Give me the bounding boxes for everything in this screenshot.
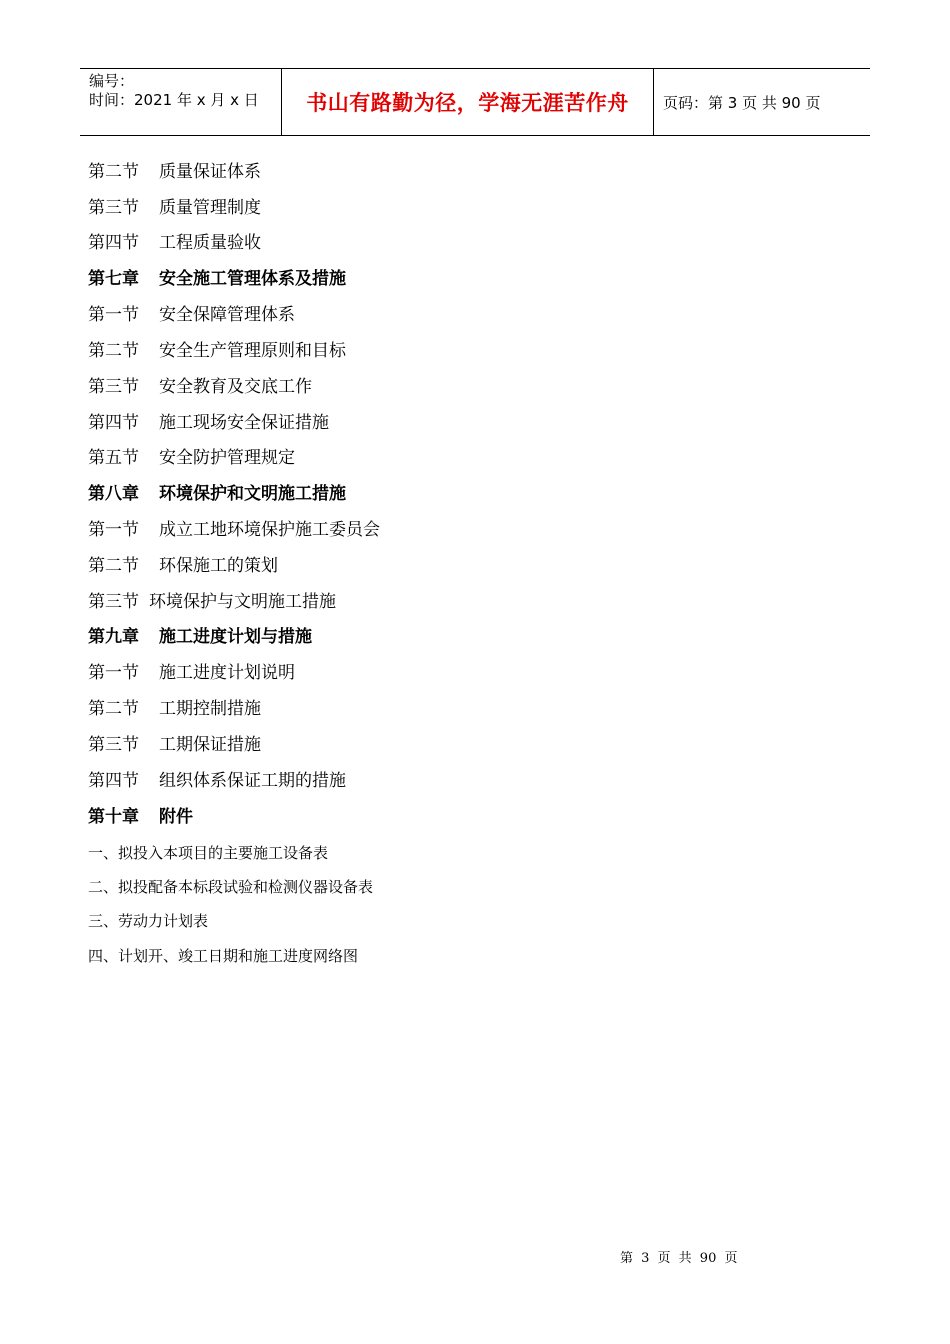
appendix-item: 四、计划开、竣工日期和施工进度网络图 bbox=[88, 947, 359, 965]
document-date: 时间：2021 年 x 月 x 日 bbox=[89, 91, 259, 109]
toc-chapter bbox=[88, 269, 346, 289]
header-page-cell bbox=[654, 69, 870, 135]
toc-entry-title: 工程质量验收 bbox=[159, 233, 261, 253]
toc-entry bbox=[88, 556, 278, 576]
toc-entry bbox=[88, 341, 346, 361]
toc-entry-title: 安全防护管理规定 bbox=[159, 448, 295, 468]
toc-entry-title: 组织体系保证工期的措施 bbox=[159, 771, 346, 791]
toc-entry-title: 安全教育及交底工作 bbox=[159, 377, 312, 397]
toc-entry-number: 第三节 bbox=[88, 198, 139, 218]
toc-entry-title: 成立工地环境保护施工委员会 bbox=[159, 520, 380, 540]
toc-entry bbox=[88, 771, 346, 791]
toc-entry-number: 第四节 bbox=[88, 413, 139, 433]
toc-entry-number: 第四节 bbox=[88, 771, 139, 791]
toc-entry bbox=[88, 233, 261, 253]
toc-entry bbox=[88, 162, 261, 182]
toc-entry-title: 环境保护与文明施工措施 bbox=[149, 592, 336, 612]
toc-chapter bbox=[88, 627, 312, 647]
toc-entry-number: 第四节 bbox=[88, 233, 139, 253]
toc-chapter bbox=[88, 484, 346, 504]
toc-entry-number: 第二节 bbox=[88, 556, 139, 576]
toc-entry-number: 第三节 bbox=[88, 377, 139, 397]
motto-text: 书山有路勤为径，学海无涯苦作舟 bbox=[306, 91, 629, 115]
toc-entry-number: 第二节 bbox=[88, 162, 139, 182]
toc-entry bbox=[88, 377, 312, 397]
toc-entry-title: 施工现场安全保证措施 bbox=[159, 413, 329, 433]
toc-entry-number: 第五节 bbox=[88, 448, 139, 468]
toc-entry bbox=[88, 735, 261, 755]
toc-chapter-number: 第七章 bbox=[88, 269, 139, 289]
toc-entry-title: 施工进度计划说明 bbox=[159, 663, 295, 683]
toc-entry-number: 第一节 bbox=[88, 305, 139, 325]
appendix-item: 二、拟投配备本标段试验和检测仪器设备表 bbox=[88, 878, 374, 896]
toc-entry-title: 工期控制措施 bbox=[159, 699, 261, 719]
toc-entry bbox=[88, 699, 261, 719]
toc-entry-title: 质量保证体系 bbox=[159, 162, 261, 182]
toc-entry-title: 工期保证措施 bbox=[159, 735, 261, 755]
document-number-label: 编号： bbox=[89, 72, 135, 90]
appendix-item: 一、拟投入本项目的主要施工设备表 bbox=[88, 844, 329, 862]
toc-chapter-title: 施工进度计划与措施 bbox=[159, 627, 312, 647]
toc-entry-title: 质量管理制度 bbox=[159, 198, 261, 218]
toc-entry bbox=[88, 198, 261, 218]
toc-chapter-number: 第十章 bbox=[88, 807, 139, 827]
toc-chapter-title: 环境保护和文明施工措施 bbox=[159, 484, 346, 504]
page-footer-number: 第 3 页 共 90 页 bbox=[620, 1251, 738, 1266]
page-header bbox=[80, 68, 870, 136]
toc-chapter-title: 附件 bbox=[159, 807, 193, 827]
toc-chapter-number: 第八章 bbox=[88, 484, 139, 504]
toc-entry-number: 第三节 bbox=[88, 592, 139, 612]
toc-entry-number: 第一节 bbox=[88, 520, 139, 540]
toc-entry bbox=[88, 413, 329, 433]
toc-entry-number: 第二节 bbox=[88, 699, 139, 719]
toc-entry bbox=[88, 592, 336, 612]
toc-entry bbox=[88, 305, 295, 325]
toc-entry-title: 环保施工的策划 bbox=[159, 556, 278, 576]
header-page-code: 页码：第 3 页 共 90 页 bbox=[663, 93, 821, 112]
toc-entry-number: 第三节 bbox=[88, 735, 139, 755]
toc-chapter-title: 安全施工管理体系及措施 bbox=[159, 269, 346, 289]
toc-chapter bbox=[88, 807, 193, 827]
toc-entry-title: 安全保障管理体系 bbox=[159, 305, 295, 325]
appendix-item: 三、劳动力计划表 bbox=[88, 912, 209, 930]
toc-entry bbox=[88, 520, 380, 540]
toc-chapter-number: 第九章 bbox=[88, 627, 139, 647]
toc-entry-title: 安全生产管理原则和目标 bbox=[159, 341, 346, 361]
toc-entry-number: 第一节 bbox=[88, 663, 139, 683]
header-info-cell bbox=[80, 69, 281, 135]
toc-entry-number: 第二节 bbox=[88, 341, 139, 361]
toc-entry bbox=[88, 663, 295, 683]
header-motto-cell bbox=[281, 69, 654, 135]
toc-entry bbox=[88, 448, 295, 468]
